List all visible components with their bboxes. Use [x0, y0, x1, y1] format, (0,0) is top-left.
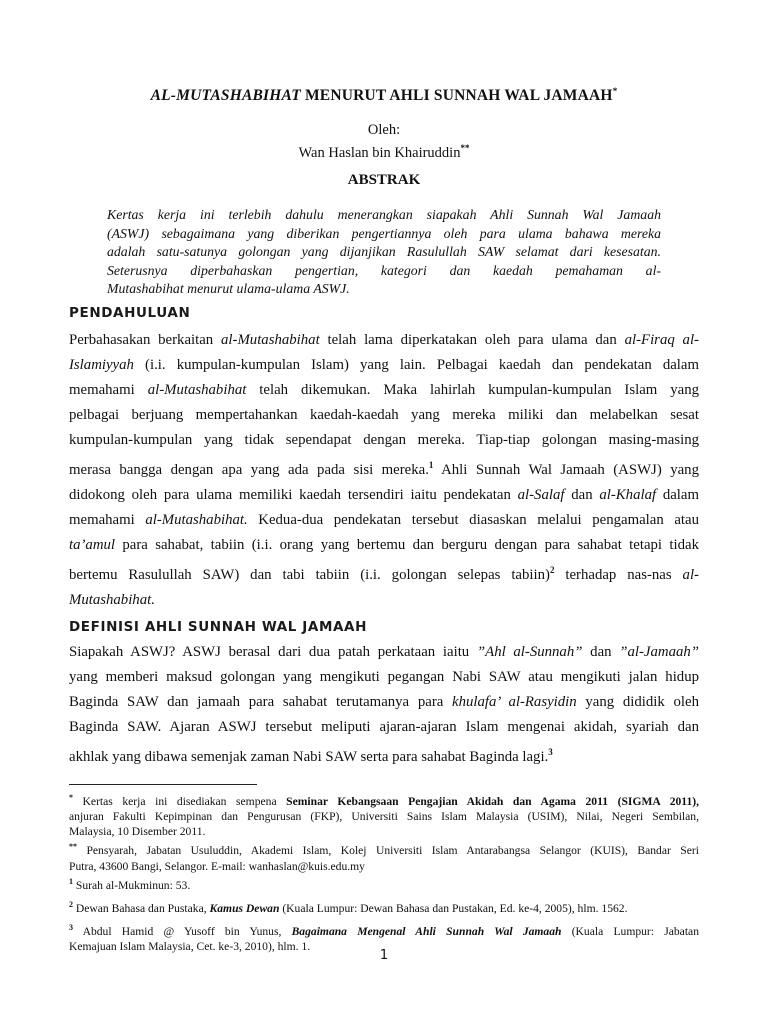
text-run: (Kuala Lumpur: Dewan Bahasa dan Pustakan, Ed. ke-4, 2005), hlm. 1562. — [279, 901, 628, 915]
text-run: telah dikemukan. Maka lahirlah kumpulan-kumpulan Islam yang — [246, 382, 700, 398]
title-italic: AL-MUTASHABIHAT — [150, 87, 301, 105]
abstract-heading: ABSTRAK — [347, 172, 421, 188]
italic-term: ”al-Jamaah” — [619, 644, 699, 660]
text-run: dan — [564, 486, 600, 503]
paragraph-line — [69, 353, 699, 378]
text-run: merasa bangga dengan apa yang ada pada sisi mereka. — [69, 461, 429, 478]
text-run: dalam — [656, 486, 699, 503]
paragraph-line — [69, 483, 699, 508]
paragraph-line — [69, 378, 699, 403]
italic-term: khulafa’ al-Rasyidin — [452, 694, 577, 710]
footnote-mark: 2 — [69, 899, 73, 909]
footnote-ref[interactable]: 3 — [548, 747, 553, 757]
paragraph-line — [69, 453, 699, 483]
text-run: Baginda SAW dan jamaah para sahabat terutamanya para — [69, 694, 453, 710]
text-run: Siapakah ASWJ? ASWJ berasal dari dua patah perkataan iaitu — [69, 644, 477, 660]
paragraph-line — [69, 588, 699, 613]
document-title — [0, 86, 768, 105]
paragraph-line: kumpulan-kumpulan yang tidak sependapat dengan mereka. Tiap-tiap golongan masing-masing — [69, 432, 699, 448]
footnote-ref[interactable]: 2 — [549, 564, 555, 575]
paragraph-line — [69, 740, 699, 770]
text-run: terhadap nas-nas — [554, 566, 683, 583]
text-run: bertemu Rasulullah SAW) dan tabi tabiin (i.i. golongan selepas tabiin) — [69, 566, 550, 583]
text-run: Pensyarah, Jabatan Usuluddin, Akademi Islam, Kolej Universiti Islam Antarabangsa Selangor (KUIS), Bandar Seri — [77, 844, 699, 858]
footnote-mark: 1 — [69, 876, 73, 886]
italic-term: ”Ahl al-Sunnah” — [476, 644, 583, 660]
footnote-mark: ** — [69, 842, 77, 852]
section-body-pendahuluan — [69, 328, 699, 613]
footnote-line — [69, 897, 699, 916]
text-run: Ahli Sunnah Wal Jamaah (ASWJ) yang — [433, 461, 699, 478]
section-heading-pendahuluan: PENDAHULUAN — [69, 305, 191, 321]
abstract-line: Seterusnya diperbahaskan pengertian, kategori dan kaedah pemahaman al- — [107, 262, 661, 278]
section-body-definisi — [69, 640, 699, 770]
paragraph-line — [69, 508, 699, 533]
footnote-mark: * — [69, 793, 73, 802]
italic-term: Mutashabihat. — [69, 591, 155, 608]
text-run: telah lama diperkatakan oleh para ulama dan — [319, 332, 625, 348]
footnote-ref[interactable]: 1 — [428, 460, 434, 470]
italic-term: al- — [682, 566, 699, 583]
paragraph-line — [69, 558, 699, 588]
title-rest: MENURUT AHLI SUNNAH WAL JAMAAH — [300, 87, 613, 105]
title-footnote-mark: * — [612, 86, 618, 96]
footnote-mark: 3 — [69, 922, 73, 932]
text-run: Dewan Bahasa dan Pustaka, — [73, 901, 210, 915]
text-run: memahami — [69, 382, 148, 398]
text-run: yang dididik oleh — [576, 694, 700, 710]
abstract-line: Kertas kerja ini terlebih dahulu menerangkan siapakah Ahli Sunnah Wal Jamaah — [107, 207, 661, 222]
abstract-line: (ASWJ) sebagaimana yang diberikan pengertiannya oleh para ulama bahawa mereka — [107, 225, 661, 241]
italic-term: ta’amul — [69, 536, 116, 553]
paragraph-line — [69, 533, 699, 558]
text-run: Kertas kerja ini disediakan sempena — [73, 794, 287, 808]
paragraph-line: yang memberi maksud golongan yang mengikuti pegangan Nabi SAW atau mengikuti jalan hidup — [69, 669, 699, 685]
italic-term: al-Mutashabihat — [221, 332, 320, 348]
paragraph-line — [69, 640, 699, 665]
paragraph-line: Baginda SAW. Ajaran ASWJ tersebut meliputi ajaran-ajaran Islam mengenai akidah, syariah dan — [69, 719, 699, 735]
byline-label: Oleh: — [367, 122, 401, 138]
italic-term: al-Mutashabihat — [147, 382, 247, 398]
text-run: Kedua-dua pendekatan tersebut diasaskan melalui pengamalan atau — [247, 511, 699, 528]
footnote-line — [69, 874, 699, 893]
footnote-line: anjuran Fakulti Kepimpinan dan Pengurusan (FKP), Universiti Sains Islam Malaysia (USIM), Nilai, Negeri Sembilan, — [69, 810, 699, 824]
paragraph-line — [69, 328, 699, 353]
text-run: akhlak yang dibawa semenjak zaman Nabi SAW serta para sahabat Baginda lagi. — [69, 748, 549, 765]
footnote-separator — [69, 784, 257, 785]
footnote-line — [69, 839, 699, 858]
text-run: memahami — [69, 511, 146, 528]
bold-term: Seminar Kebangsaan Pengajian Akidah dan Agama 2011 (SIGMA 2011), — [286, 794, 699, 808]
italic-term: al-Firaq al- — [624, 332, 699, 348]
text-run: Abdul Hamid @ Yusoff bin Yunus, — [73, 924, 292, 938]
section-heading-definisi: DEFINISI AHLI SUNNAH WAL JAMAAH — [69, 619, 367, 635]
abstract-line: adalah satu-satunya golongan yang dijanjikan Rasulullah SAW selamat dari kesesatan. — [107, 244, 661, 259]
bold-italic-term: Kamus Dewan — [209, 901, 280, 915]
text-run: (i.i. kumpulan-kumpulan Islam) yang lain. Pelbagai kaedah dan pendekatan dalam — [133, 357, 699, 373]
italic-term: al-Salaf — [517, 486, 565, 503]
abstract-text — [107, 206, 661, 299]
byline — [0, 121, 768, 162]
text-run: para sahabat, tabiin (i.i. orang yang bertemu dan berguru dengan para sahabat tetapi tidak — [115, 536, 699, 553]
paragraph-line — [69, 690, 699, 715]
footnotes — [69, 790, 699, 954]
paragraph-line: pelbagai berjuang mempertahankan kaedah-kaedah yang mereka miliki dan melabelkan sesat — [69, 407, 699, 423]
text-run: didokong oleh para ulama memiliki kaedah tersendiri iaitu pendekatan — [69, 486, 518, 503]
footnote-line: Malaysia, 10 Disember 2011. — [69, 825, 206, 839]
text-run: dan — [582, 644, 620, 660]
text-run: Perbahasakan berkaitan — [69, 332, 222, 348]
footnote-line: Putra, 43600 Bangi, Selangor. E-mail: wanhaslan@kuis.edu.my — [69, 859, 365, 873]
text-run: Surah al-Mukminun: 53. — [73, 878, 191, 892]
bold-italic-term: Bagaimana Mengenal Ahli Sunnah Wal Jamaah — [291, 924, 562, 938]
text-run: (Kuala Lumpur: Jabatan — [561, 924, 699, 938]
author-line — [0, 139, 768, 162]
author-footnote-mark: ** — [460, 143, 470, 153]
italic-term: al-Mutashabihat. — [145, 511, 248, 528]
footnote-line: Kemajuan Islam Malaysia, Cet. ke-3, 2010), hlm. 1. — [69, 939, 311, 953]
italic-term: Islamiyyah — [69, 357, 134, 373]
footnote-line — [69, 920, 699, 939]
footnote-line — [69, 790, 699, 809]
italic-term: al-Khalaf — [599, 486, 657, 503]
page-number: 1 — [379, 948, 389, 963]
author-name: Wan Haslan bin Khairuddin — [298, 144, 461, 161]
abstract-line: Mutashabihat menurut ulama-ulama ASWJ. — [107, 281, 350, 296]
